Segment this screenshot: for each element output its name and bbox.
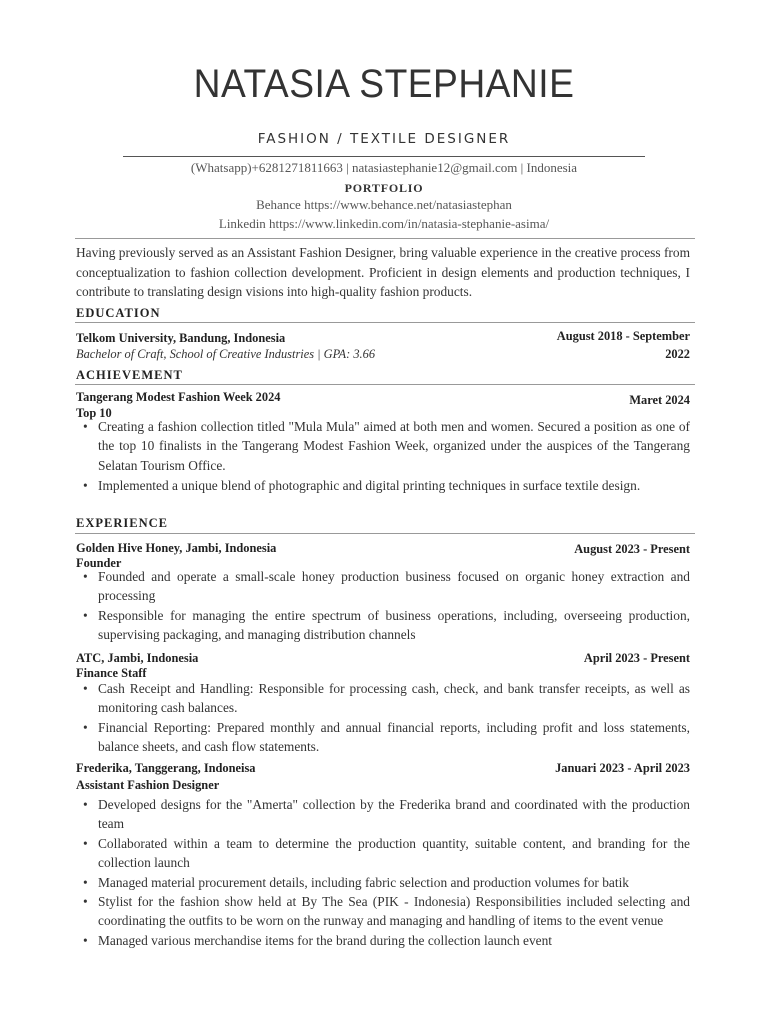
candidate-role: FASHION / TEXTILE DESIGNER [257, 131, 511, 147]
achievement-bullets [76, 417, 690, 496]
list-item: • Responsible for managing the entire spectrum of business operations, including, overseeing production, supervising packaging, and managing distribution channels [98, 606, 690, 645]
job-position: Founder [76, 556, 122, 570]
list-item: • Implemented a unique blend of photographic and digital printing techniques in surface textile design. [98, 476, 690, 495]
list-item: • Developed designs for the "Amerta" collection by the Frederika brand and coordinated with the production team [98, 795, 690, 834]
job-company: Frederika, Tanggerang, Indoneisa [76, 761, 256, 775]
portfolio-label: PORTFOLIO [344, 181, 424, 195]
profile-summary: Having previously served as an Assistant Fashion Designer, bring valuable experience in the creative process from conceptualization to fashion collection development. Proficient in design elements and production techniques, I contribute to translating design visions into high-quality fashion products. [76, 245, 690, 300]
job-position: Finance Staff [76, 666, 147, 680]
achievement-date: Maret 2024 [629, 393, 690, 407]
linkedin-link[interactable]: Linkedin https://www.linkedin.com/in/natasia-stephanie-asima/ [218, 216, 550, 231]
list-item: • Stylist for the fashion show held at By The Sea (PIK - Indonesia) Responsibilities included selecting and coordinating the outfits to be worn on the runway and managing and handling of items to the event venue [98, 892, 690, 931]
contact-info [0, 160, 768, 176]
section-divider [75, 322, 695, 323]
education-date-line1: August 2018 - September [556, 329, 690, 343]
achievement-title: Tangerang Modest Fashion Week 2024 [76, 390, 281, 404]
list-item: • Founded and operate a small-scale honey production business focused on organic honey extraction and processing [98, 567, 690, 606]
list-item: • Managed material procurement details, including fabric selection and production volumes for batik [98, 873, 690, 892]
education-degree: Bachelor of Craft, School of Creative Industries | GPA: 3.66 [76, 347, 376, 361]
list-item: • Creating a fashion collection titled "Mula Mula" aimed at both men and women. Secured a position as one of the top 10 finalists in the Tangerang Modest Fashion Week, organized under the auspices of the Tangerang Selatan Tourism Office. [98, 417, 690, 475]
candidate-name: NATASIA STEPHANIE [193, 62, 575, 106]
list-item: • Managed various merchandise items for the brand during the collection launch event [98, 931, 690, 950]
header-divider [123, 156, 645, 157]
job-bullets [76, 567, 690, 645]
job-date: Januari 2023 - April 2023 [555, 761, 690, 775]
list-item: • Cash Receipt and Handling: Responsible for processing cash, check, and bank transfer receipts, as well as monitoring cash balances. [98, 679, 690, 718]
section-divider [75, 384, 695, 385]
job-date: April 2023 - Present [583, 651, 690, 665]
section-heading-achievement: ACHIEVEMENT [76, 368, 183, 382]
job-company: Golden Hive Honey, Jambi, Indonesia [76, 541, 277, 555]
job-bullets [76, 679, 690, 757]
section-heading-experience: EXPERIENCE [76, 516, 168, 530]
contact-line: (Whatsapp)+6281271811663 | natasiastephanie12@gmail.com | Indonesia [190, 160, 578, 175]
list-item: • Collaborated within a team to determine the production quantity, suitable content, and branding for the collection launch [98, 834, 690, 873]
job-position: Assistant Fashion Designer [76, 778, 220, 792]
job-date: August 2023 - Present [574, 542, 690, 556]
achievement-subtitle: Top 10 [76, 406, 112, 420]
section-divider [75, 533, 695, 534]
education-date [557, 329, 690, 362]
education-school: Telkom University, Bandung, Indonesia [76, 331, 286, 345]
summary-divider [75, 238, 695, 239]
section-heading-education: EDUCATION [76, 306, 161, 320]
list-item: • Financial Reporting: Prepared monthly and annual financial reports, including profit and loss statements, balance sheets, and cash flow statements. [98, 718, 690, 757]
job-bullets [76, 795, 690, 950]
education-date-line2: 2022 [665, 347, 690, 361]
behance-link[interactable]: Behance https://www.behance.net/natasiastephan [256, 197, 512, 212]
job-company: ATC, Jambi, Indonesia [76, 651, 199, 665]
